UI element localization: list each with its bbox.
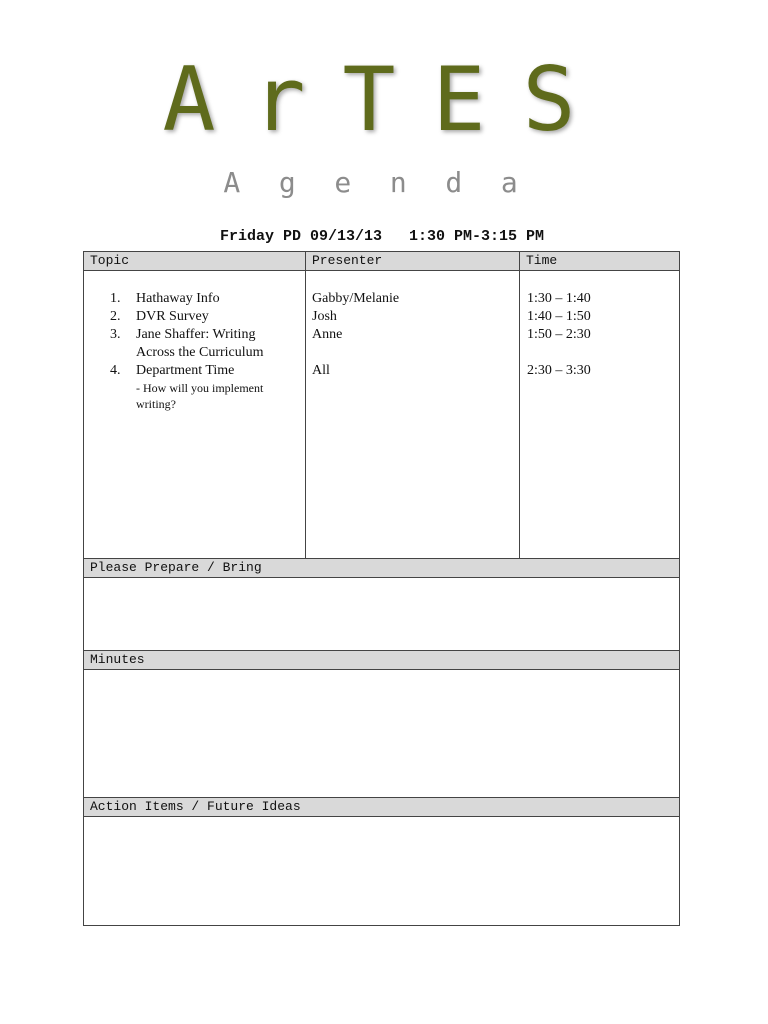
- topic-item: [110, 326, 305, 362]
- minutes-header: Minutes: [84, 651, 679, 670]
- brand-letter: A: [162, 48, 216, 151]
- presenter-cell: Josh: [312, 309, 337, 324]
- presenter-cell: Anne: [312, 327, 343, 342]
- topic-text: DVR Survey: [136, 309, 209, 324]
- subtitle-letter: e: [334, 166, 352, 199]
- time-cell: 1:30 – 1:40: [527, 291, 591, 306]
- topic-note: - How will you implement writing?: [136, 381, 264, 411]
- brand-letter: r: [252, 48, 306, 151]
- topic-item: [110, 290, 305, 308]
- prepare-header: Please Prepare / Bring: [84, 559, 679, 578]
- prepare-body: [84, 578, 679, 651]
- topic-number: 1.: [110, 291, 121, 306]
- agenda-header-row: [84, 252, 679, 271]
- time-cell: 2:30 – 3:30: [527, 363, 591, 378]
- subtitle-letter: g: [278, 166, 296, 199]
- agenda-body-row: [84, 271, 679, 559]
- times-column: [520, 271, 679, 558]
- topic-header: Topic: [84, 252, 306, 270]
- presenters-column: [306, 271, 520, 558]
- presenter-cell: All: [312, 363, 330, 378]
- topic-text: Jane Shaffer: Writing Across the Curriculum: [136, 327, 264, 360]
- brand-letter: S: [522, 48, 576, 151]
- topic-item: [110, 308, 305, 326]
- subtitle-letter: d: [445, 166, 463, 199]
- meeting-title: Friday PD 09/13/13 1:30 PM-3:15 PM: [219, 228, 545, 245]
- brand-letter: E: [432, 48, 486, 151]
- time-header: Time: [526, 253, 558, 268]
- subtitle-letter: A: [223, 166, 241, 199]
- subtitle-letter: a: [500, 166, 518, 199]
- topic-number: 3.: [110, 327, 121, 342]
- subtitle-letter: n: [389, 166, 407, 199]
- topics-column: [84, 271, 306, 558]
- agenda-subtitle: [204, 163, 537, 203]
- topic-number: 2.: [110, 309, 121, 324]
- presenter-header: Presenter: [306, 252, 520, 270]
- topic-number: 4.: [110, 363, 121, 378]
- brand-title: [144, 50, 624, 150]
- topic-text: Department Time: [136, 363, 235, 378]
- time-spacer: [527, 344, 679, 362]
- agenda-table: [83, 251, 680, 926]
- topic-item: [110, 362, 305, 380]
- time-cell: 1:40 – 1:50: [527, 309, 591, 324]
- time-cell: 1:50 – 2:30: [527, 327, 591, 342]
- presenter-cell: Gabby/Melanie: [312, 291, 400, 306]
- topic-text: Hathaway Info: [136, 291, 220, 306]
- presenter-spacer: [312, 344, 519, 362]
- action-items-body: [84, 817, 679, 925]
- action-items-header: Action Items / Future Ideas: [84, 798, 679, 817]
- brand-letter: T: [342, 48, 396, 151]
- minutes-body: [84, 670, 679, 798]
